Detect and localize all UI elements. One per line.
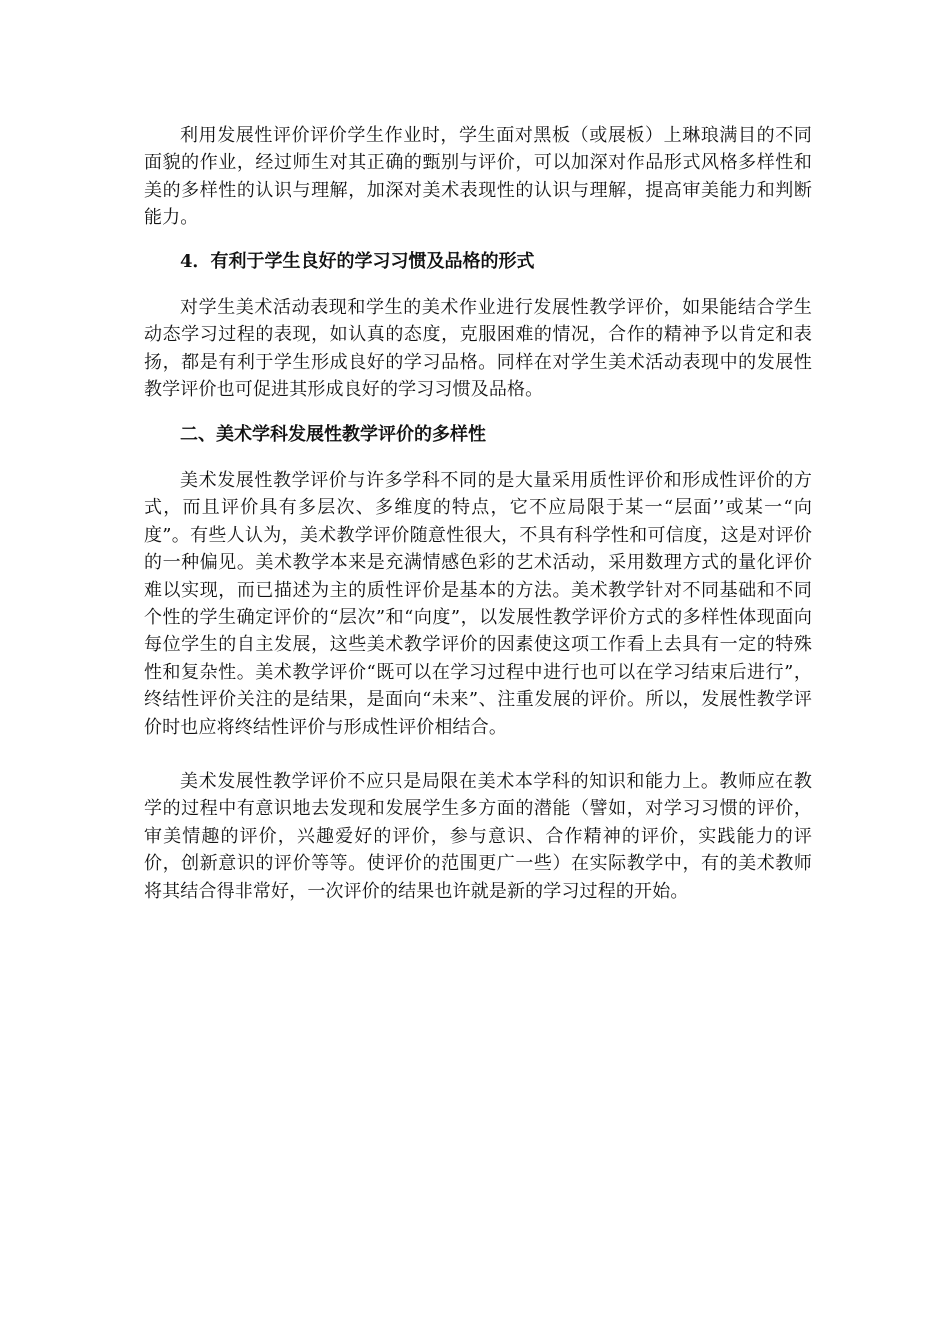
paragraph-potential-development: 美术发展性教学评价不应只是局限在美术本学科的知识和能力上。教师应在教学的过程中有意识地去发现和发展学生多方面的潜能（譬如，对学习习惯的评价，审美情趣的评价，兴趣爱好的评价，参与意识、合作精神的评价，实践能力的评价，创新意识的评价等等。使评价的范围更广一些）在实际教学中，有的美术教师将其结合得非常好，一次评价的结果也许就是新的学习过程的开始。 [144,771,812,902]
section-heading-learning-habits: 4．有利于学生良好的学习习惯及品格的形式 [180,251,535,272]
paragraph-qualitative-evaluation: 美术发展性教学评价与许多学科不同的是大量采用质性评价和形成性评价的方式，而且评价具有多层次、多维度的特点，它不应局限于某一“层面’’或某一“向度”。有些人认为，美术教学评价随意性很大，不具有科学性和可信度，这是对评价的一种偏见。美术教学本来是充满情感色彩的艺术活动，采用数理方式的量化评价难以实现，而已描述为主的质性评价是基本的方法。美术教学针对不同基础和不同个性的学生确定评价的“层次”和“向度”，以发展性教学评价方式的多样性体现面向每位学生的自主发展，这些美术教学评价的因素使这项工作看上去具有一定的特殊性和复杂性。美术教学评价“既可以在学习过程中进行也可以在学习结束后进行”，终结性评价关注的是结果，是面向“未来”、注重发展的评价。所以，发展性教学评价时也应将终结性评价与形成性评价相结合。 [144,470,812,738]
section-heading-evaluation-diversity: 二、美术学科发展性教学评价的多样性 [180,424,486,445]
paragraph-evaluation-of-student-work: 利用发展性评价评价学生作业时，学生面对黑板（或展板）上琳琅满目的不同面貌的作业，经过师生对其正确的甄别与评价，可以加深对作品形式风格多样性和美的多样性的认识与理解，加深对美术表现性的认识与理解，提高审美能力和判断能力。 [144,125,812,229]
paragraph-learning-character: 对学生美术活动表现和学生的美术作业进行发展性教学评价，如果能结合学生动态学习过程的表现，如认真的态度，克服困难的情况，合作的精神予以肯定和表扬，都是有利于学生形成良好的学习品格。同样在对学生美术活动表现中的发展性教学评价也可促进其形成良好的学习习惯及品格。 [144,297,812,401]
